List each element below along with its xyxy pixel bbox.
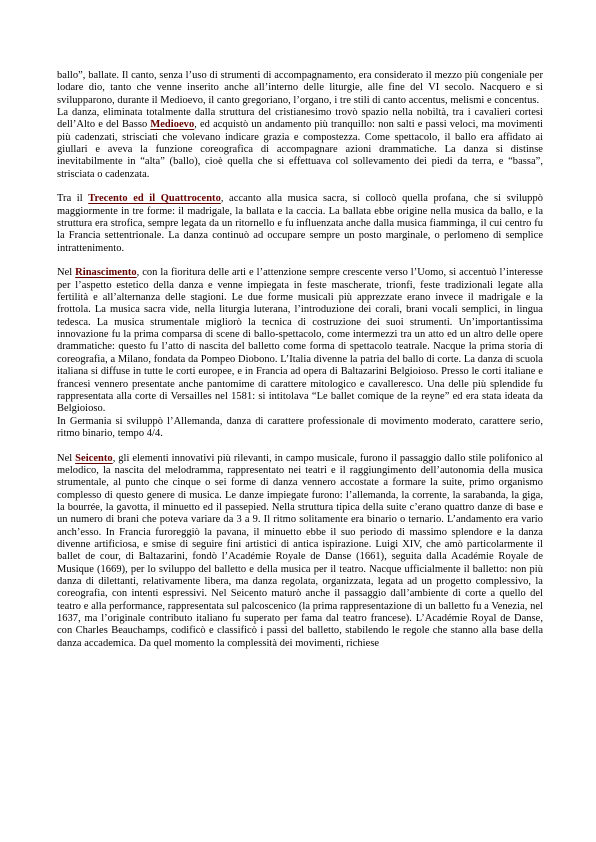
period-heading-link: Medioevo [150,119,195,131]
period-heading-link: Seicento [75,452,113,464]
paragraph-text: ballo”, ballate. Il canto, senza l’uso di strumenti di accompagnamento, era considerato il mezzo più congeniale per lodare dio, tanto che venne inserito anche all’interno delle liturgie, alle fine del VI secolo. Nacquero e si svilupparono, durante il Medioevo, il canto gregoriano, l’organo, i tre stili di canto accentus, melismi e concentus. [57,70,543,106]
paragraph [57,267,543,415]
paragraph-text: , con la fioritura delle arti e l’attenzione sempre crescente verso l’Uomo, si accentuò l’interesse per l’aspetto estetico della danza e venne impiegata in feste mascherate, trionfi, feste tradizionali legate alla fertilità e all’alternanza delle stagioni. Le due forme musicali più apprezzate erano invece il madrigale e la frottola. La musica sacra vide, nella liturgia luterana, l’introduzione dei corali, brani vocali semplici, in lingua tedesca. La musica strumentale migliorò la tecnica di costruzione dei suoi strumenti. Un’importantissima innovazione fu la prima comparsa di scene di ballo-spettacolo, come intermezzi tra un atto ed un altro delle opere drammatiche: questo fu l’atto di nascita del balletto come forma di spettacolo teatrale. Nacque la prima storia di coreografia, a Milano, fondata da Pompeo Diobono. L’Italia divenne la patria del ballo di corte. La danza di scuola italiana si diffuse in tutte le corti europee, e in Francia ad opera di Baltazarini Belgioioso. Presso le corti italiane e francesi vennero presentate anche pantomime di carattere mitologico e cavalleresco. Una delle più splendide fu rappresentata alla corte di Versailles nel 1581: si intitolava “Le ballet comique de la reyne” ed era stata ideata da Belgioioso. [57,267,543,415]
paragraph-text: , gli elementi innovativi più rilevanti, in campo musicale, furono il passaggio dallo stile polifonico al melodico, la nascita del melodramma, rappresentato nei teatri e il raggiungimento dell’autonomia della musica strumentale, al punto che cinque o sei forme di danza vennero accostate a formare la suite, primo organismo complesso di questo genere di musica. Le danze impiegate furono: l’allemanda, la corrente, la sarabanda, la giga, la bourrée, la gavotta, il minuetto ed il passepied. Nella struttura tipica della suite c’erano quattro danze di base e un numero di brani che poteva variare da 3 a 9. Il ritmo solitamente era binario o ternario. L’andamento era vario anch’esso. In Francia furoreggiò la pavana, il minuetto ebbe il suo periodo di massimo splendore e la danza divenne artificiosa, e smise di seguire fini artistici di antica ispirazione. Luigi XIV, che amò particolarmente il ballet de cour, di Baltazarini, fondò l’Académie Royale de Danse (1661), seguita dalla Académie Royale de Musique (1669), per lo sviluppo del balletto e della musica per il teatro. Nacque ufficialmente il balletto: non più danza di dilettanti, relativamente libera, ma danza regolata, organizzata, legata ad un progetto complessivo, la coreografia, con intenti espressivi. Nel Seicento maturò anche il passaggio dall’ambiente di corte a quello del teatro e alla performance, rappresentata sul palcoscenico (la prima rappresentazione di un balletto fu a Venezia, nel 1637, ma l’originale contributo italiano fu superato per fama dal teatro francese). L’Académie Royal de Danse, con Charles Beauchamps, codificò e classificò i passi del balletto, stabilendo le regole che stanno alla base della danza accademica. Da quel momento la complessità dei movimenti, richiese [57,452,544,649]
document-body [57,70,543,650]
paragraph-text: , accanto alla musica sacra, si collocò quella profana, che si sviluppò maggiormente in tre forme: il madrigale, la ballata e la caccia. La ballata ebbe origine nella musica da ballo, e la struttura era strofica, sempre legata da un ritornello e fu influenzata anche dalla musica fiamminga, il cui centro fu la Francia settentrionale. La danza continuò ad occupare sempre un posto marginale, o perlomeno di semplice intrattenimento. [57,193,543,254]
paragraph [57,70,543,107]
paragraph-text: Tra il [57,193,89,205]
paragraph [57,453,543,651]
paragraph [57,193,543,255]
paragraph [57,416,543,441]
paragraph-text: In Germania si sviluppò l’Allemanda, danza di carattere professionale di movimento moderato, carattere serio, ritmo binario, tempo 4/4. [57,415,543,439]
period-heading-link: Rinascimento [75,267,137,279]
paragraph-text: Nel [57,452,76,464]
paragraph [57,107,543,181]
period-heading-link: Trecento ed il Quattrocento [88,193,221,205]
paragraph-text: Nel [57,267,76,279]
paragraph-text: , ed acquistò un andamento più tranquillo: non salti e passi veloci, ma movimenti più cadenzati, strisciati che volevano indicare grazia e compostezza. Come spettacolo, il ballo era affidato ai giullari e aveva la funzione coreografica di accompagnare azioni drammatiche. La danza si distinse inevitabilmente in “alta” (ballo), cioè quella che si effettuava col sollevamento dei piedi da terra, e “bassa”, strisciata o cadenzata. [57,119,543,180]
paragraph-text: La danza, eliminata totalmente dalla struttura del cristianesimo trovò spazio nella nobiltà, tra i cavalieri cortesi dell’Alto e del Basso [57,107,543,131]
